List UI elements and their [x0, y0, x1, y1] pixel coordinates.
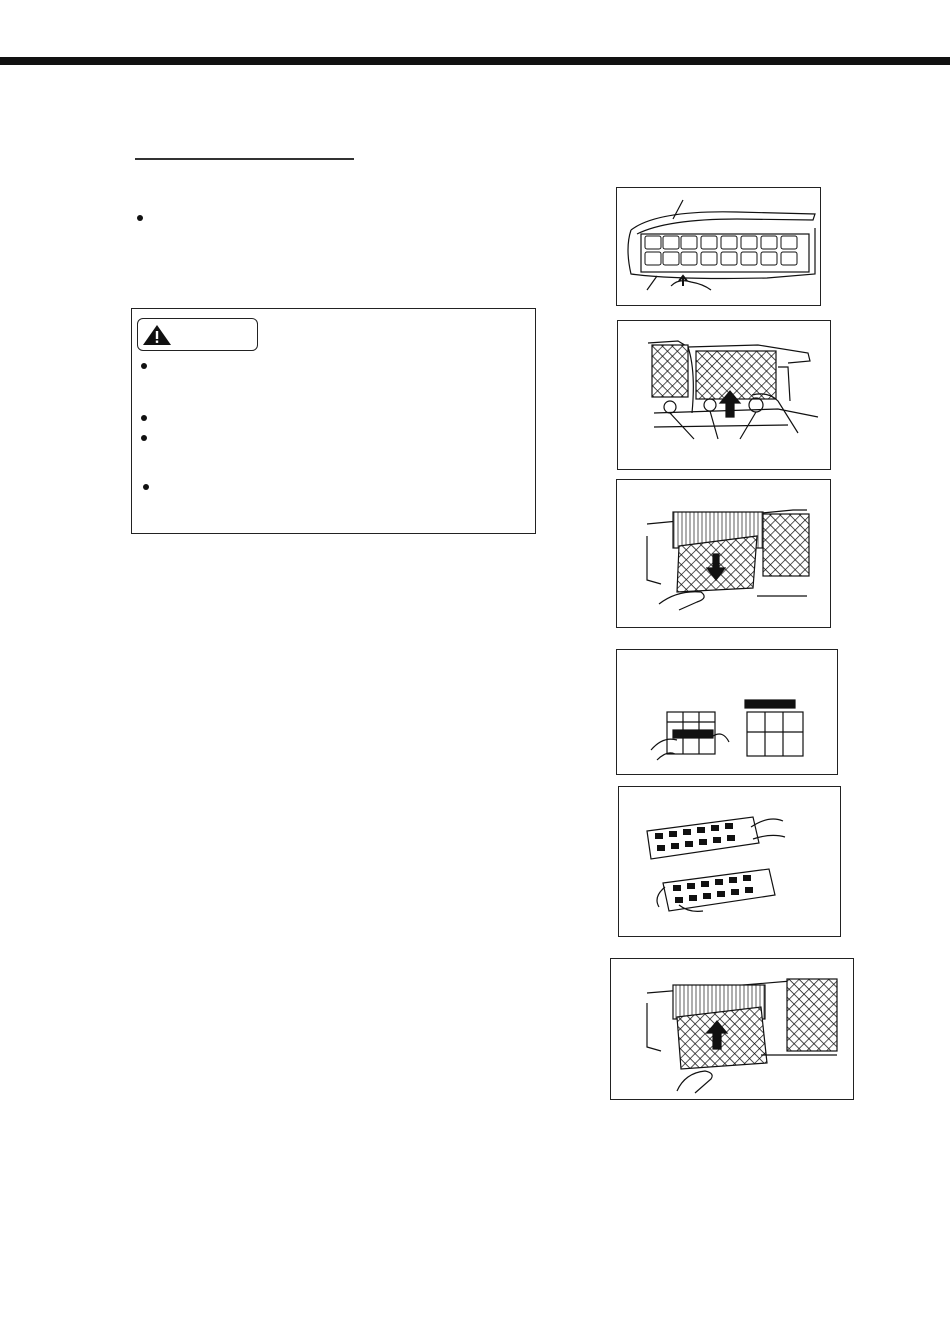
caution-label-box	[137, 318, 258, 351]
figure-push-filter-tab-up	[617, 320, 831, 470]
figure-pull-filter-down	[616, 479, 831, 628]
section-title-underline	[135, 158, 354, 160]
figure-remove-air-freshening-filter	[616, 649, 838, 775]
top-rule	[0, 57, 950, 65]
caution-bullet-1	[141, 363, 147, 369]
caution-bullet-4	[143, 484, 149, 490]
figure-clean-filter	[618, 786, 841, 937]
figure-open-front-panel	[616, 187, 821, 306]
intro-bullet	[137, 215, 143, 221]
caution-bullet-3	[141, 435, 147, 441]
caution-bullet-2	[141, 415, 147, 421]
figure-reinsert-filter	[610, 958, 854, 1100]
warning-triangle-icon	[142, 324, 172, 346]
